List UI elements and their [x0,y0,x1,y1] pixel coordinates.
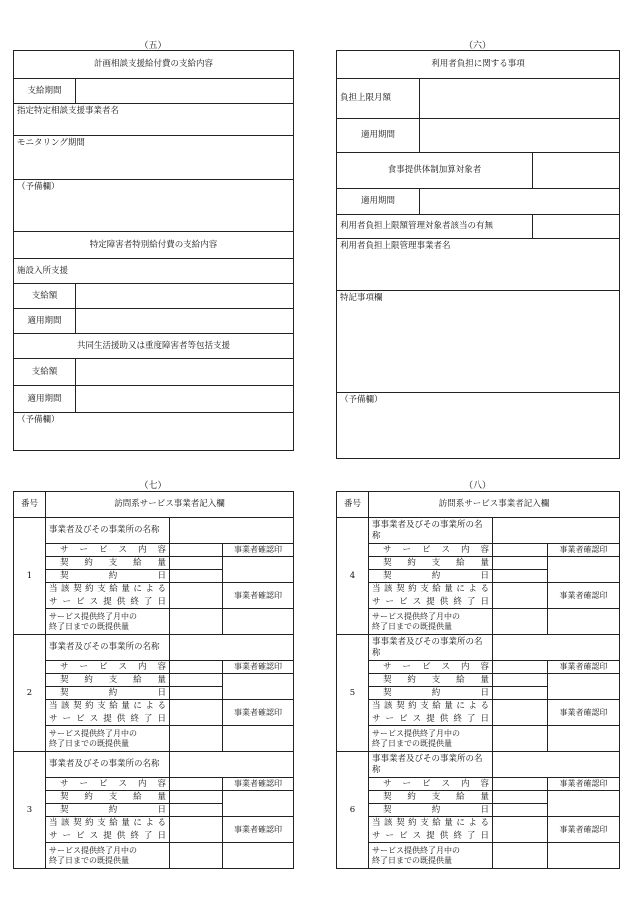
s6-mgmt-provider-field[interactable] [337,239,620,291]
confirm-stamp-field[interactable] [548,557,620,583]
s5-amount2-label: 支給額 [14,359,76,386]
service-field[interactable] [493,544,548,557]
s8-num-header: 番号 [337,492,369,518]
contract-date-label: 契約日 [46,804,170,817]
s5-special-title: 特定障害者特別給付費の支給内容 [14,232,294,259]
end-date-field[interactable] [170,700,223,726]
used-amount-field[interactable] [170,609,223,635]
used-amount-label-2: 終了日までの既提供量 [49,621,129,631]
section-6-table [336,50,620,459]
contract-amount-label: 契約支給量 [46,557,170,570]
used-amount-label [46,726,170,752]
used-amount-label [369,609,493,635]
used-amount-label-2: 終了日までの既提供量 [49,738,129,748]
contract-amount-field[interactable] [170,674,223,687]
contract-amount-label: 契約支給量 [46,791,170,804]
provider-name-label: 事事業者及びその事業所の名称 [369,635,493,661]
s6-apply2-label: 適用期間 [337,189,420,215]
end-date-field[interactable] [170,583,223,609]
confirm-label: 事業者確認印 [548,661,620,674]
end-date-label-2: サービス提供終了日 [369,596,493,609]
end-date-field[interactable] [493,700,548,726]
used-amount-label-1: サービス提供終了月中の [372,611,460,621]
confirm2-label: 事業者確認印 [223,700,294,726]
end-date-label-1: 当該契約支給量による [46,583,170,596]
used-stamp-field[interactable] [548,726,620,752]
used-amount-label [369,843,493,869]
service-label: サービス内容 [46,778,170,791]
contract-date-label: 契約日 [369,687,493,700]
block-s7-1 [14,635,294,661]
service-field[interactable] [493,661,548,674]
s5-reserve-field[interactable] [14,180,294,232]
s8-main-header: 訪問系サービス事業者記入欄 [369,492,620,518]
contract-date-label: 契約日 [46,687,170,700]
s6-apply2-field[interactable] [420,189,620,215]
block-s7-0 [14,518,294,544]
used-stamp-field[interactable] [223,609,294,635]
service-label: サービス内容 [369,778,493,791]
provider-name-field[interactable] [170,752,294,778]
service-label: サービス内容 [46,661,170,674]
s5-amount-label: 支給額 [14,284,76,309]
s5-apply-label: 適用期間 [14,309,76,334]
contract-date-field[interactable] [493,804,548,817]
confirm-stamp-field[interactable] [548,674,620,700]
confirm-stamp-field[interactable] [548,791,620,817]
service-field[interactable] [170,778,223,791]
used-amount-field[interactable] [170,843,223,869]
contract-amount-field[interactable] [170,557,223,570]
confirm-stamp-field[interactable] [223,674,294,700]
s5-apply-field[interactable] [76,309,294,334]
service-field[interactable] [170,661,223,674]
section-8-label: （八） [463,481,491,491]
provider-name-label: 事業者及びその事業所の名称 [46,752,170,778]
s5-reserve-label: （予備欄） [17,182,60,192]
s6-reserve-label: （予備欄） [340,395,383,405]
contract-date-field[interactable] [493,570,548,583]
used-amount-field[interactable] [493,843,548,869]
block-number: 3 [14,752,46,869]
contract-amount-field[interactable] [493,791,548,804]
used-amount-field[interactable] [493,726,548,752]
s6-special-label: 特記事項欄 [340,293,383,303]
s7-main-header: 訪問系サービス事業者記入欄 [46,492,294,518]
s5-apply2-label: 適用期間 [14,386,76,413]
end-date-field[interactable] [170,817,223,843]
confirm2-label: 事業者確認印 [548,817,620,843]
s6-mgmt-provider-label: 利用者負担上限管理事業者名 [340,241,451,251]
confirm-label: 事業者確認印 [223,544,294,557]
confirm-stamp-field[interactable] [223,557,294,583]
end-date-label-1: 当該契約支給量による [46,817,170,830]
end-date-label-2: サービス提供終了日 [46,713,170,726]
section-7-label: （七） [139,481,167,491]
service-label: サービス内容 [46,544,170,557]
contract-amount-label: 契約支給量 [369,791,493,804]
s5-reserve2-field[interactable] [14,413,294,451]
used-stamp-field[interactable] [223,843,294,869]
contract-amount-label: 契約支給量 [369,557,493,570]
used-amount-label-2: 終了日までの既提供量 [372,738,452,748]
end-date-label-2: サービス提供終了日 [46,830,170,843]
s5-provider-label: 指定特定相談支援事業者名 [17,106,120,116]
used-amount-label-2: 終了日までの既提供量 [372,621,452,631]
s6-limit-label: 負担上限月額 [337,79,420,119]
end-date-field[interactable] [493,817,548,843]
used-amount-label [46,609,170,635]
provider-name-field[interactable] [493,635,620,661]
contract-amount-label: 契約支給量 [46,674,170,687]
used-amount-label [369,726,493,752]
s7-num-header: 番号 [14,492,46,518]
s6-apply-label: 適用期間 [337,119,420,153]
service-label: サービス内容 [369,661,493,674]
section-5-label: （五） [139,41,167,51]
confirm-label: 事業者確認印 [223,778,294,791]
block-s8-0 [337,518,620,544]
confirm-label: 事業者確認印 [548,778,620,791]
block-s7-2 [14,752,294,778]
end-date-label-1: 当該契約支給量による [369,700,493,713]
section-7-table [13,491,294,869]
block-s8-2 [337,752,620,778]
block-s8-1 [337,635,620,661]
end-date-label-1: 当該契約支給量による [369,583,493,596]
block-number: 2 [14,635,46,752]
section-5-table [13,50,294,451]
s5-monitoring-field[interactable] [14,136,294,180]
used-amount-field[interactable] [493,609,548,635]
block-number: 1 [14,518,46,635]
end-date-field[interactable] [493,583,548,609]
s6-mgmt-field[interactable] [533,215,620,239]
contract-date-field[interactable] [493,687,548,700]
contract-amount-field[interactable] [493,557,548,570]
s6-title: 利用者負担に関する事項 [337,51,620,79]
contract-date-label: 契約日 [369,804,493,817]
confirm-label: 事業者確認印 [548,544,620,557]
contract-date-field[interactable] [170,687,223,700]
provider-name-label: 事事業者及びその事業所の名称 [369,752,493,778]
s6-apply-field[interactable] [420,119,620,153]
end-date-label-1: 当該契約支給量による [46,700,170,713]
used-amount-label-1: サービス提供終了月中の [372,728,460,738]
used-stamp-field[interactable] [548,609,620,635]
s6-reserve-field[interactable] [337,393,620,459]
s5-amount-field[interactable] [76,284,294,309]
s5-apply2-field[interactable] [76,386,294,413]
provider-name-label: 事事業者及びその事業所の名称 [369,518,493,544]
used-amount-label-2: 終了日までの既提供量 [372,855,452,865]
provider-name-field[interactable] [170,635,294,661]
service-field[interactable] [170,544,223,557]
end-date-label-1: 当該契約支給量による [369,817,493,830]
provider-name-label: 事業者及びその事業所の名称 [46,635,170,661]
confirm2-label: 事業者確認印 [223,583,294,609]
confirm-stamp-field[interactable] [223,791,294,817]
used-amount-label-2: 終了日までの既提供量 [49,855,129,865]
s5-amount2-field[interactable] [76,359,294,386]
used-amount-label-1: サービス提供終了月中の [49,728,137,738]
section-6-label: （六） [463,41,491,51]
s5-period-field[interactable] [76,79,294,104]
s5-period-label: 支給期間 [14,79,76,104]
section-8-table [336,491,620,869]
s6-limit-field[interactable] [420,79,620,119]
confirm-label: 事業者確認印 [223,661,294,674]
s5-reserve2-label: （予備欄） [17,415,60,425]
used-amount-label [46,843,170,869]
confirm2-label: 事業者確認印 [223,817,294,843]
end-date-label-2: サービス提供終了日 [369,830,493,843]
contract-date-label: 契約日 [369,570,493,583]
s5-monitoring-label: モニタリング期間 [17,138,85,148]
provider-name-field[interactable] [493,752,620,778]
confirm2-label: 事業者確認印 [548,700,620,726]
contract-amount-label: 契約支給量 [369,674,493,687]
s5-group-title: 共同生活援助又は重度障害者等包括支援 [14,334,294,359]
used-amount-label-1: サービス提供終了月中の [372,845,460,855]
s5-provider-field[interactable] [14,104,294,136]
used-amount-label-1: サービス提供終了月中の [49,611,137,621]
contract-amount-field[interactable] [493,674,548,687]
s6-meal-field[interactable] [533,153,620,189]
used-amount-field[interactable] [170,726,223,752]
s6-mgmt-label: 利用者負担上限額管理対象者該当の有無 [337,215,533,239]
provider-name-field[interactable] [493,518,620,544]
contract-date-field[interactable] [170,804,223,817]
block-number: 5 [337,635,369,752]
s6-meal-label: 食事提供体制加算対象者 [337,153,533,189]
used-stamp-field[interactable] [548,843,620,869]
used-amount-label-1: サービス提供終了月中の [49,845,137,855]
block-number: 6 [337,752,369,869]
contract-date-field[interactable] [170,570,223,583]
service-label: サービス内容 [369,544,493,557]
contract-date-label: 契約日 [46,570,170,583]
provider-name-label: 事業者及びその事業所の名称 [46,518,170,544]
block-number: 4 [337,518,369,635]
s5-facility-label: 施設入所支援 [14,259,294,284]
s5-title: 計画相談支援給付費の支給内容 [14,51,294,79]
s6-special-field[interactable] [337,291,620,393]
provider-name-field[interactable] [170,518,294,544]
confirm2-label: 事業者確認印 [548,583,620,609]
used-stamp-field[interactable] [223,726,294,752]
end-date-label-2: サービス提供終了日 [369,713,493,726]
end-date-label-2: サービス提供終了日 [46,596,170,609]
contract-amount-field[interactable] [170,791,223,804]
service-field[interactable] [493,778,548,791]
